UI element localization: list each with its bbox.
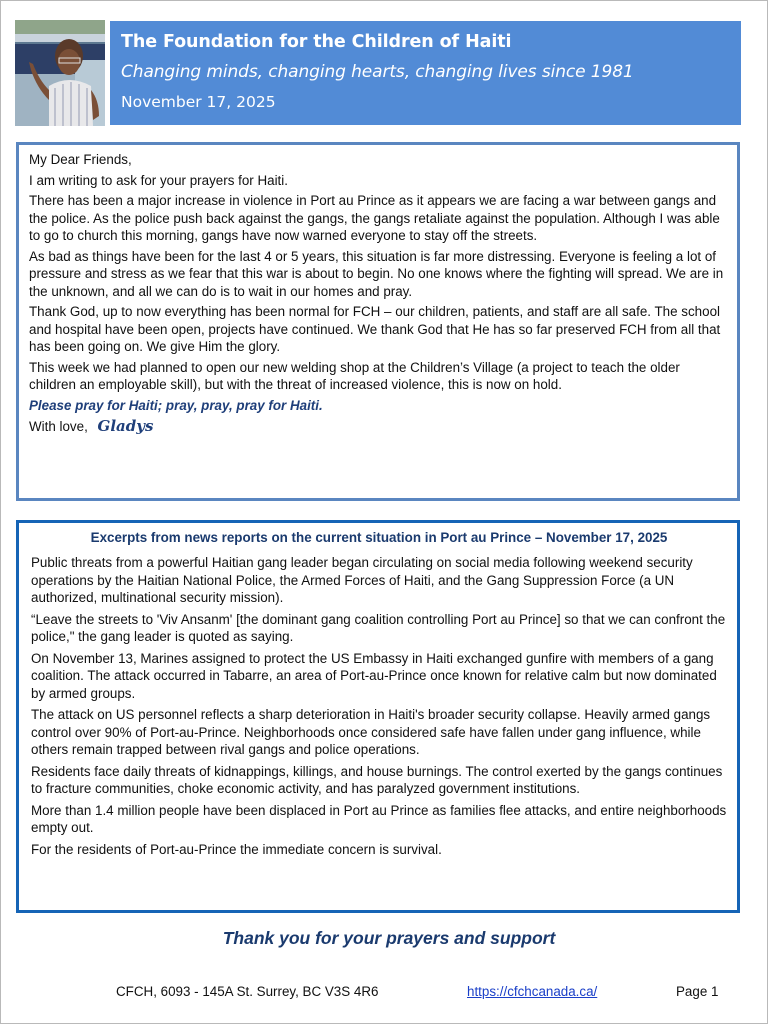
news-paragraph: Residents face daily threats of kidnappings, killings, and house burnings. The control exerted by the gangs continues to fracture communities, choke economic activity, and has paralyzed government institutions. [31, 763, 723, 796]
footer-address: CFCH, 6093 - 145A St. Surrey, BC V3S 4R6 [116, 984, 379, 999]
portrait-image-icon [15, 20, 105, 126]
news-paragraph: On November 13, Marines assigned to protect the US Embassy in Haiti exchanged gunfire with members of a gang coalition. The attack occurred in Tabarre, an area of Port-au-Prince once known for relative calm but now dominated by armed groups. [31, 650, 717, 701]
website-link[interactable]: https://cfchcanada.ca/ [467, 984, 598, 999]
letter-closing: With love, [29, 419, 88, 434]
organization-title: The Foundation for the Children of Haiti [121, 32, 512, 52]
news-paragraph: The attack on US personnel reflects a sharp deterioration in Haiti's broader security collapse. Heavily armed gangs control over 90% of Port-au-Prince. Neighborhoods once considered safe have fallen under gang influence, while others remain trapped between rival gangs and police operations. [31, 707, 711, 757]
newsletter-date: November 17, 2025 [121, 93, 276, 111]
letter-salutation: My Dear Friends, [29, 152, 132, 167]
news-paragraph: For the residents of Port-au-Prince the immediate concern is survival. [31, 841, 442, 857]
letter-paragraph: Thank God, up to now everything has been normal for FCH – our children, patients, and staff are all safe. The school and hospital have been open, projects have continued. We thank God that He has so far preserved FCH from all that has been going on. We give Him the glory. [29, 304, 721, 354]
letter-paragraph: I am writing to ask for your prayers for Haiti. [29, 172, 288, 188]
prayer-line: Please pray for Haiti; pray, pray, pray for Haiti. [29, 397, 323, 413]
news-heading: Excerpts from news reports on the current situation in Port au Prince – November 17, 2025 [90, 530, 668, 545]
thank-you-line [0, 928, 768, 949]
header-banner [110, 21, 741, 125]
letter-paragraph: There has been a major increase in violence in Port au Prince as it appears we are facing a war between gangs and the police. As the police push back against the gangs, the gangs retaliate against the population. Although I was able to go to church this morning, gangs have now warned everyone to stay off the streets. [29, 193, 720, 243]
letter-signature: Gladys [97, 417, 154, 435]
portrait-photo [15, 20, 105, 126]
thank-you-text: Thank you for your prayers and support [222, 928, 556, 948]
letter-closing-line [29, 418, 727, 436]
letter-paragraph: As bad as things have been for the last 4 or 5 years, this situation is far more distressing. Everyone is feeling a lot of pressure and stress as we fear that this war is about to begin. No one knows where the fighting will spread. We are in the unknown, and all we can do is to wait in our homes and pray. [29, 248, 724, 299]
news-excerpts-box [16, 520, 740, 913]
organization-tagline: Changing minds, changing hearts, changing lives since 1981 [121, 62, 634, 82]
news-paragraph: Public threats from a powerful Haitian gang leader began circulating on social media following weekend security operations by the Haitian National Police, the Armed Forces of Haiti, and the Gang Suppression Force (a UN authorized, multinational security mission). [31, 555, 693, 605]
page-number: Page 1 [676, 984, 719, 999]
letter-paragraph: This week we had planned to open our new welding shop at the Children’s Village (a project to teach the older children an employable skill), but with the threat of increased violence, this is now on hold. [29, 359, 680, 392]
news-paragraph: More than 1.4 million people have been displaced in Port au Prince as families flee attacks, and entire neighborhoods empty out. [31, 802, 727, 835]
news-paragraph: “Leave the streets to 'Viv Ansanm' [the dominant gang coalition controlling Port au Prince] so that we can confront the police," the gang leader is quoted as saying. [31, 611, 726, 644]
letter-box [16, 142, 740, 501]
